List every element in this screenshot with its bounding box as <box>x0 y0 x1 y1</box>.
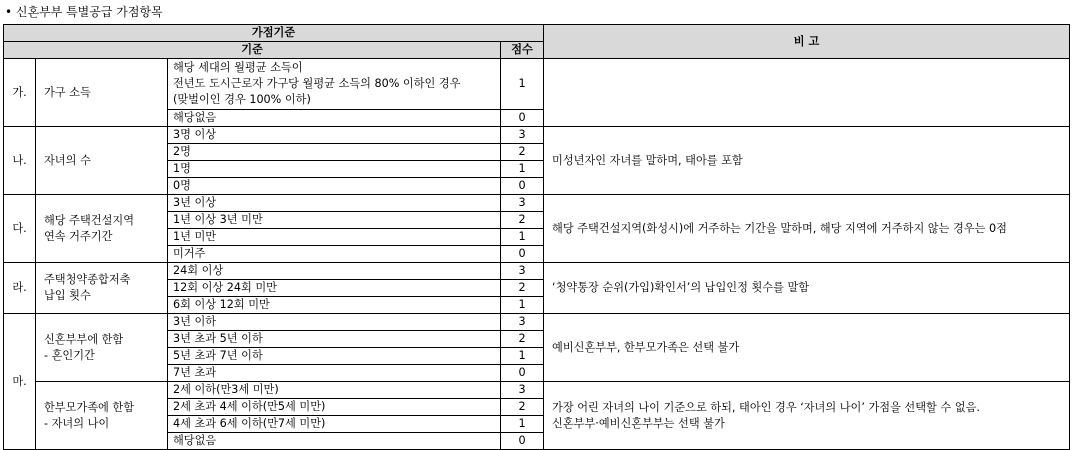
score-cell: 0 <box>501 178 544 195</box>
score-cell: 2 <box>501 144 544 161</box>
header-criteria: 기준 <box>4 42 501 59</box>
group-label-ra: 라. <box>4 263 36 314</box>
item-number-of-children: 자녀의 수 <box>36 127 168 195</box>
item-name-line: 주택청약종합저축 <box>44 273 131 286</box>
criteria-cell: 2명 <box>168 144 501 161</box>
note-line: 신혼부부·예비신혼부부는 선택 불가 <box>552 416 725 430</box>
item-savings-payments <box>36 263 168 314</box>
score-cell: 0 <box>501 246 544 263</box>
criteria-cell: 해당없음 <box>168 110 501 127</box>
score-cell: 2 <box>501 331 544 348</box>
score-cell: 1 <box>501 161 544 178</box>
score-cell: 2 <box>501 280 544 297</box>
group-label-na: 나. <box>4 127 36 195</box>
criteria-cell: 1년 미만 <box>168 229 501 246</box>
note-cell-ga <box>544 59 1070 127</box>
item-household-income: 가구 소득 <box>36 59 168 127</box>
criteria-cell: 1명 <box>168 161 501 178</box>
criteria-cell: 7년 초과 <box>168 365 501 382</box>
score-cell: 0 <box>501 365 544 382</box>
criteria-cell: 2세 이하(만3세 미만) <box>168 382 501 399</box>
note-cell-da: 해당 주택건설지역(화성시)에 거주하는 기간을 말하며, 해당 지역에 거주하지 않는 경우는 0점 <box>544 195 1070 263</box>
header-score: 점수 <box>501 42 544 59</box>
score-cell: 1 <box>501 297 544 314</box>
criteria-line: 전년도 도시근로자 가구당 월평균 소득의 80% 이하인 경우 <box>173 77 461 90</box>
score-cell: 0 <box>501 433 544 450</box>
item-name-line: 연속 거주기간 <box>44 229 113 243</box>
note-cell-ma-2 <box>544 382 1070 450</box>
item-child-age <box>36 382 168 450</box>
note-cell-ra: ‘청약통장 순위(가입)확인서’의 납입인정 횟수를 말함 <box>544 263 1070 314</box>
group-label-ma: 마. <box>4 314 36 450</box>
bonus-points-table <box>3 24 1070 450</box>
criteria-cell: 1년 이상 3년 미만 <box>168 212 501 229</box>
group-label-ga: 가. <box>4 59 36 127</box>
criteria-cell: 미거주 <box>168 246 501 263</box>
criteria-cell: 0명 <box>168 178 501 195</box>
criteria-cell: 3명 이상 <box>168 127 501 144</box>
score-cell: 1 <box>501 229 544 246</box>
item-name-line: 신혼부부에 한함 <box>44 332 124 346</box>
criteria-cell: 2세 초과 4세 이하(만5세 미만) <box>168 399 501 416</box>
note-cell-ma-1: 예비신혼부부, 한부모가족은 선택 불가 <box>544 314 1070 382</box>
item-name-line: 납입 횟수 <box>44 289 91 302</box>
criteria-cell: 해당없음 <box>168 433 501 450</box>
criteria-cell: 3년 초과 5년 이하 <box>168 331 501 348</box>
criteria-cell: 6회 이상 12회 미만 <box>168 297 501 314</box>
score-cell: 1 <box>501 416 544 433</box>
score-cell: 3 <box>501 195 544 212</box>
item-name-line: 한부모가족에 한함 <box>44 400 135 414</box>
header-note: 비 고 <box>544 25 1070 59</box>
criteria-line: 해당 세대의 월평균 소득이 <box>173 61 303 74</box>
item-name-line: 해당 주택건설지역 <box>44 213 135 227</box>
criteria-cell: 3년 이하 <box>168 314 501 331</box>
header-criteria-group: 가점기준 <box>4 25 544 42</box>
group-label-da: 다. <box>4 195 36 263</box>
item-name-line: - 자녀의 나이 <box>44 416 110 430</box>
criteria-cell: 5년 초과 7년 이하 <box>168 348 501 365</box>
score-cell: 3 <box>501 314 544 331</box>
criteria-cell: 12회 이상 24회 미만 <box>168 280 501 297</box>
score-cell: 2 <box>501 212 544 229</box>
score-cell: 0 <box>501 110 544 127</box>
item-name-line: - 혼인기간 <box>44 348 95 362</box>
note-line: 가장 어린 자녀의 나이 기준으로 하되, 태아인 경우 ‘자녀의 나이’ 가점을 선택할 수 없음. <box>552 400 980 414</box>
score-cell: 3 <box>501 382 544 399</box>
score-cell: 2 <box>501 399 544 416</box>
criteria-line: (맞벌이인 경우 100% 이하) <box>173 93 311 106</box>
criteria-cell: 24회 이상 <box>168 263 501 280</box>
criteria-cell: 3년 이상 <box>168 195 501 212</box>
item-residence-period <box>36 195 168 263</box>
item-marriage-period <box>36 314 168 382</box>
note-cell-na: 미성년자인 자녀를 말하며, 태아를 포함 <box>544 127 1070 195</box>
score-cell: 1 <box>501 348 544 365</box>
criteria-cell <box>168 59 501 110</box>
criteria-cell: 4세 초과 6세 이하(만7세 미만) <box>168 416 501 433</box>
score-cell: 1 <box>501 59 544 110</box>
section-title: • 신혼부부 특별공급 가점항목 <box>5 5 163 19</box>
score-cell: 3 <box>501 127 544 144</box>
score-cell: 3 <box>501 263 544 280</box>
